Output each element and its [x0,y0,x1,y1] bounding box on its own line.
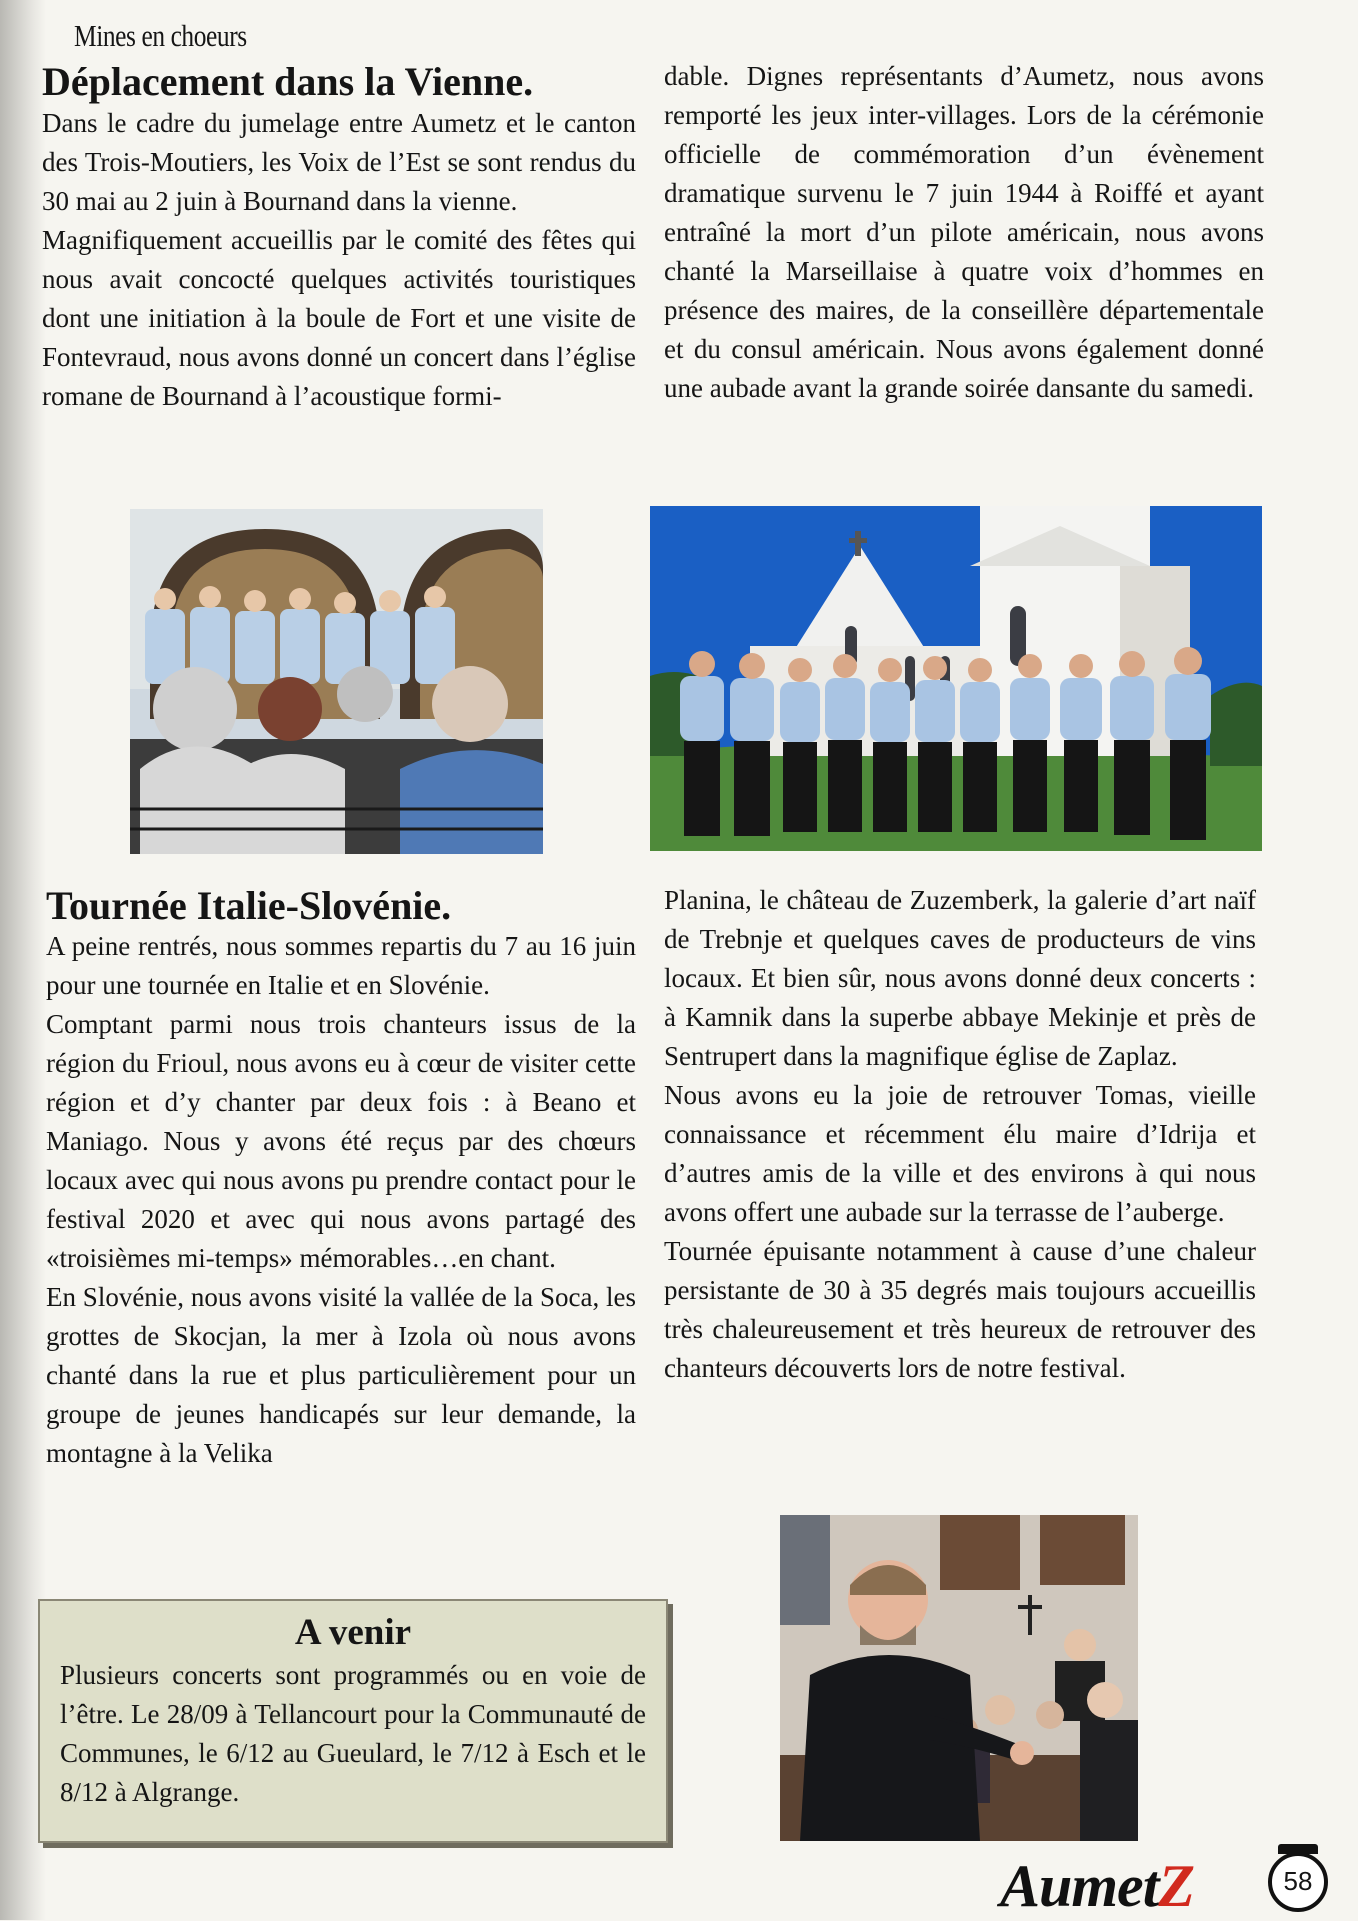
aumetz-logo: AumetZ [1000,1853,1195,1919]
paragraph: Magnifiquement accueillis par le comité des fêtes qui nous avait concocté quelques activités touristiques dont une initiation à la boule de Fort et une visite de Fontevraud, nous avons donné un concert dans l’église romane de Bournand à l’acoustique formi- [42,225,636,411]
running-title: Mines en choeurs [74,18,247,53]
upcoming-text: Plusieurs concerts sont programmés ou en voie de l’être. Le 28/09 à Tellancourt pour la Communauté de Communes, le 6/12 au Gueulard, le 7/12 à Esch et le 8/12 à Algrange. [60,1660,646,1807]
upcoming-title: A venir [294,1612,412,1653]
paragraph: Nous avons eu la joie de retrouver Tomas, vieille connaissance et récemment élu maire d’Idrija et d’autres amis de la ville et des environs à qui nous avons offert une aubade sur la terrasse de l’auberge. [664,1080,1256,1227]
article2-left-column [46,927,636,1473]
upcoming-events-box [38,1599,668,1843]
paragraph: Comptant parmi nous trois chanteurs issus de la région du Frioul, nous avons eu à cœur de visiter cette région et d’y chanter par deux fois : à Beano et Maniago. Nous y avons été reçus par des chœurs locaux avec qui nous avons pu prendre contact pour le festival 2020 et avec qui nous avons partagé des «troisièmes mi-temps» mémorables…en chant. [46,1009,636,1273]
paragraph: A peine rentrés, nous sommes repartis du 7 au 16 juin pour une tournée en Italie et en Slovénie. [46,931,636,1000]
concert-audience-photo [130,509,543,854]
page-number-badge: 58 [1268,1852,1328,1912]
article2-right-column [664,881,1256,1388]
paragraph: dable. Dignes représentants d’Aumetz, nous avons remporté les jeux inter-villages. Lors de la cérémonie officielle de commémoration d’un évènement dramatique survenu le 7 juin 1944 à Roiffé et ayant entraîné la mort d’un pilote américain, nous avons chanté la Marseillaise à quatre voix d’hommes en présence des maires, de la conseillère départementale et du consul américain. Nous avons également donné une aubade avant la grande soirée dansante du samedi. [664,61,1264,403]
paragraph: Tournée épuisante notamment à cause d’une chaleur persistante de 30 à 35 degrés mais toujours accueillis très chaleureusement et très heureux de retrouver des chanteurs découverts lors de notre festival. [664,1236,1256,1383]
choir-church-photo [650,506,1262,851]
paragraph: En Slovénie, nous avons visité la vallée de la Soca, les grottes de Skocjan, la mer à Izola où nous avons chanté dans la rue et plus particulièrement pour un groupe de jeunes handicapés sur leur demande, la montagne à la Velika [46,1282,636,1468]
paragraph: Dans le cadre du jumelage entre Aumetz et le canton des Trois-Moutiers, les Voix de l’Est se sont rendus du 30 mai au 2 juin à Bournand dans la vienne. [42,108,636,216]
paragraph: Planina, le château de Zuzemberk, la galerie d’art naïf de Trebnje et quelques caves de producteurs de vins locaux. Et bien sûr, nous avons donné deux concerts : à Kamnik dans la superbe abbaye Mekinje et près de Sentrupert dans la magnifique église de Zaplaz. [664,885,1256,1071]
conductor-photo [780,1515,1138,1841]
article1-left-column [42,104,636,416]
article1-right-column [664,57,1264,408]
article2-title: Tournée Italie-Slovénie. [46,883,452,928]
article1-title: Déplacement dans la Vienne. [42,59,534,104]
